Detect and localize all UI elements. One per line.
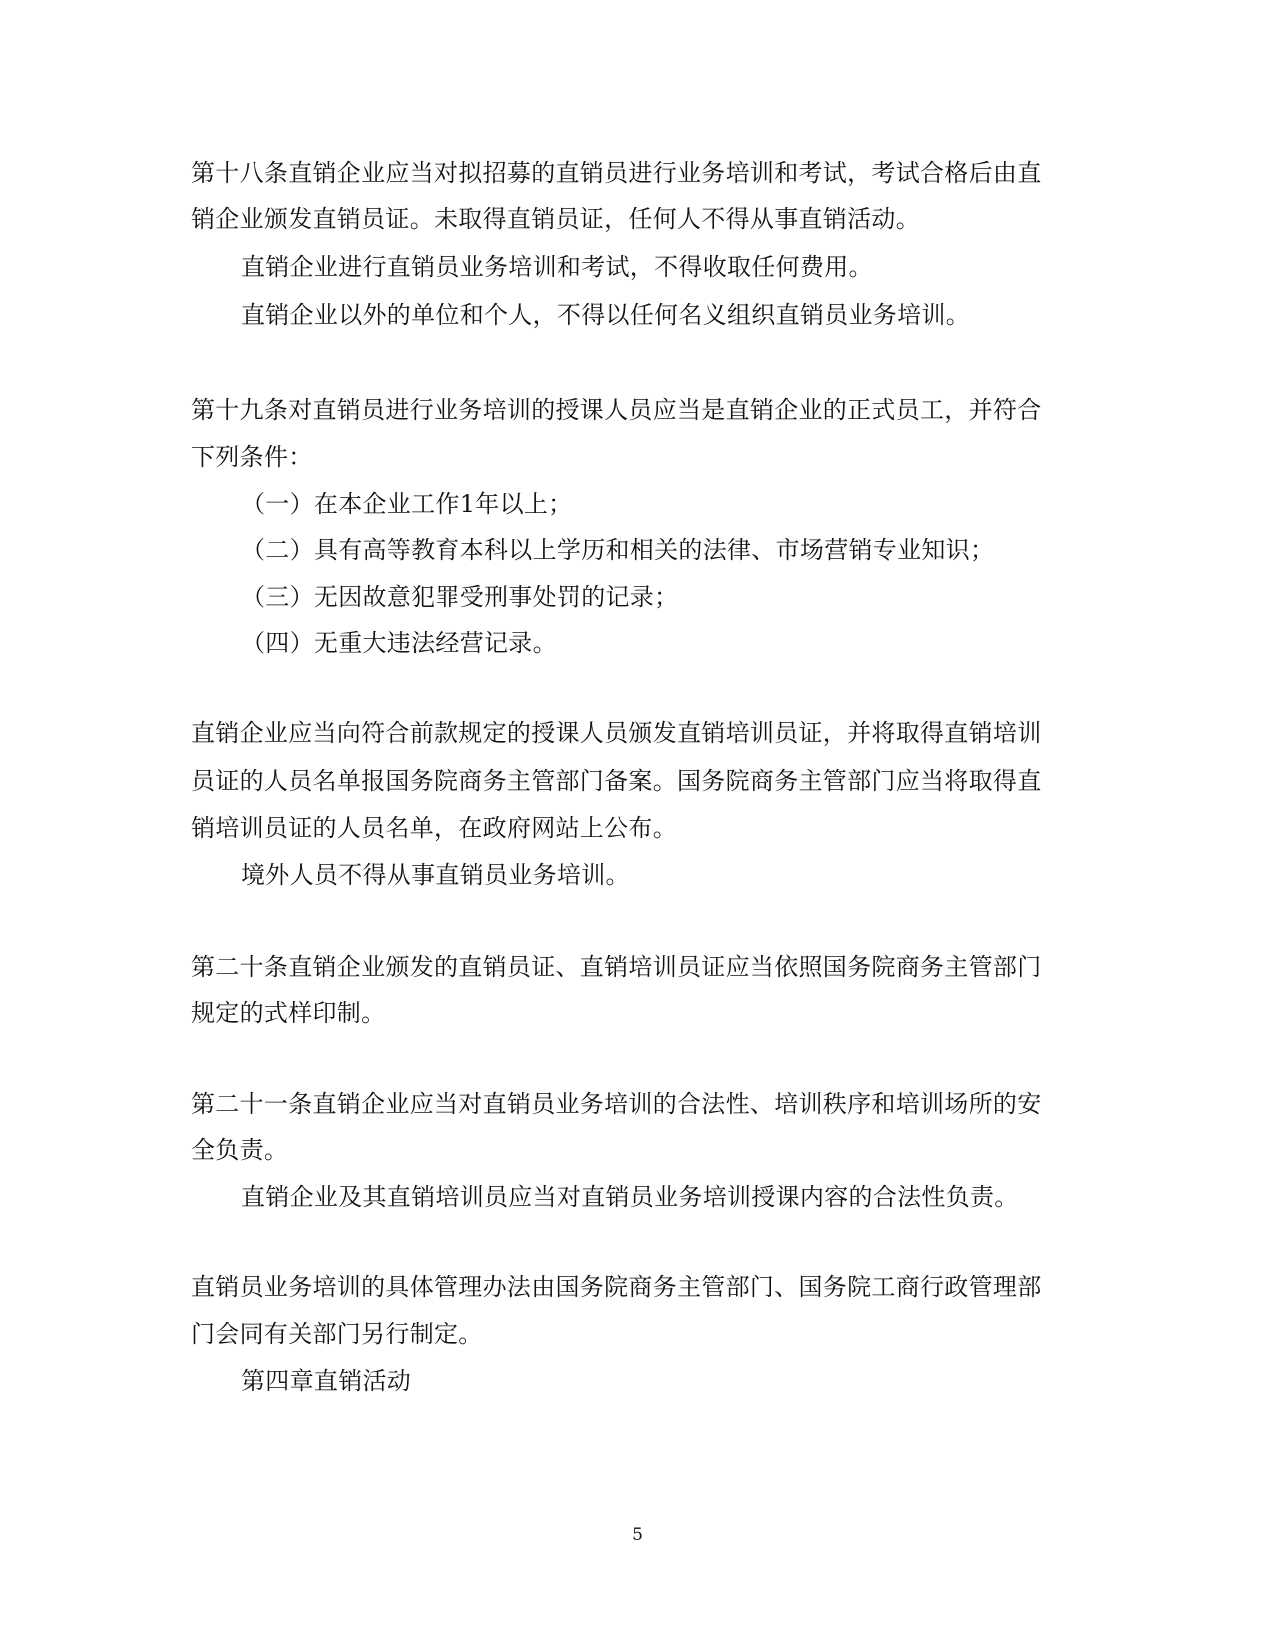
text-line: 直销员业务培训的具体管理办法由国务院商务主管部门、国务院工商行政管理部 xyxy=(191,1273,1042,1301)
list-item: （二）具有高等教育本科以上学历和相关的法律、市场营销专业知识； xyxy=(241,536,995,564)
page-number: 5 xyxy=(632,1525,643,1545)
text-line: 下列条件： xyxy=(191,443,313,471)
text-line: 第二十条直销企业颁发的直销员证、直销培训员证应当依照国务院商务主管部门 xyxy=(191,953,1042,981)
text-line: 销企业颁发直销员证。未取得直销员证，任何人不得从事直销活动。 xyxy=(191,205,920,233)
text-line: 员证的人员名单报国务院商务主管部门备案。国务院商务主管部门应当将取得直 xyxy=(191,767,1042,795)
text-line: 直销企业进行直销员业务培训和考试，不得收取任何费用。 xyxy=(241,253,873,281)
list-item: （三）无因故意犯罪受刑事处罚的记录； xyxy=(241,583,679,611)
text-line: 第十九条对直销员进行业务培训的授课人员应当是直销企业的正式员工，并符合 xyxy=(191,396,1042,424)
text-line: 规定的式样印制。 xyxy=(191,999,386,1027)
text-line: 境外人员不得从事直销员业务培训。 xyxy=(241,861,630,889)
chapter-heading: 第四章直销活动 xyxy=(241,1367,412,1395)
text-line: 门会同有关部门另行制定。 xyxy=(191,1320,483,1348)
list-item: （四）无重大违法经营记录。 xyxy=(241,629,557,657)
text-line: 第十八条直销企业应当对拟招募的直销员进行业务培训和考试，考试合格后由直 xyxy=(191,159,1042,187)
list-item: （一）在本企业工作1年以上； xyxy=(241,490,573,518)
text-line: 直销企业以外的单位和个人，不得以任何名义组织直销员业务培训。 xyxy=(241,301,970,329)
text-line: 直销企业应当向符合前款规定的授课人员颁发直销培训员证，并将取得直销培训 xyxy=(191,719,1042,747)
text-line: 全负责。 xyxy=(191,1136,289,1164)
text-line: 第二十一条直销企业应当对直销员业务培训的合法性、培训秩序和培训场所的安 xyxy=(191,1090,1042,1118)
text-line: 直销企业及其直销培训员应当对直销员业务培训授课内容的合法性负责。 xyxy=(241,1183,1019,1211)
text-line: 销培训员证的人员名单，在政府网站上公布。 xyxy=(191,814,677,842)
